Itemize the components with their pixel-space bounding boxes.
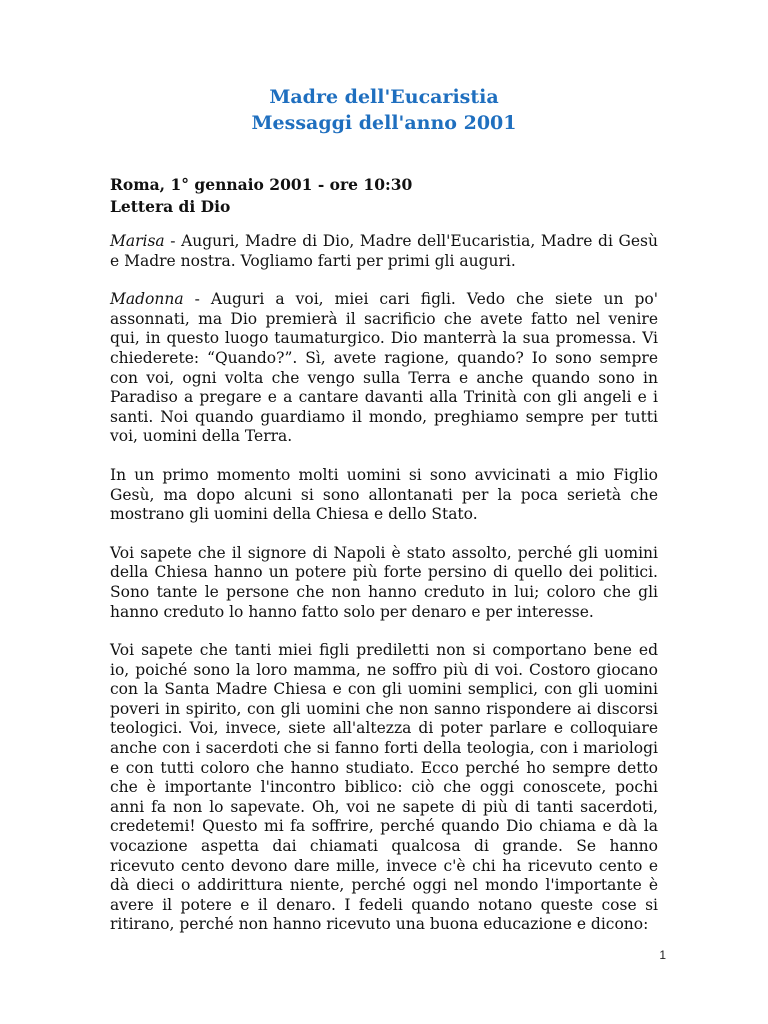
message-heading bbox=[110, 174, 658, 218]
paragraph bbox=[110, 232, 658, 271]
speaker-name: Marisa bbox=[110, 232, 165, 250]
message-body bbox=[110, 232, 658, 954]
paragraph-text: - Auguri, Madre di Dio, Madre dell'Eucaristia, Madre di Gesù e Madre nostra. Vogliamo farti per primi gli auguri. bbox=[110, 232, 658, 270]
paragraph-text: In un primo momento molti uomini si sono avvicinati a mio Figlio Gesù, ma dopo alcuni si sono allontanati per la poca serietà che mostrano gli uomini della Chiesa e dello Stato. bbox=[110, 465, 658, 524]
title-line-1: Madre dell'Eucaristia bbox=[269, 86, 499, 108]
page-number: 1 bbox=[659, 948, 666, 962]
title-line-2: Messaggi dell'anno 2001 bbox=[251, 112, 517, 134]
paragraph-text: Voi sapete che tanti miei figli prediletti non si comportano bene ed io, poiché sono la loro mamma, ne soffro più di voi. Costoro giocano con la Santa Madre Chiesa e con gli uomini semplici, con gli uomini poveri in spirito, con gli uomini che non sanno rispondere ai discorsi teologici. Voi, invece, siete all'altezza di poter parlare e colloquiare anche con i sacerdoti che si fanno forti della teologia, con i mariologi e con tutti coloro che hanno studiato. Ecco perché ho sempre detto che è importante l'incontro biblico: ciò che oggi conoscete, pochi anni fa non lo sapevate. Oh, voi ne sapete di più di tanti sacerdoti, credetemi! Questo mi fa soffrire, perché quando Dio chiama e dà la vocazione aspetta dai chiamati qualcosa di grande. Se hanno ricevuto cento devono dare mille, invece c'è chi ha ricevuto cento e dà dieci o addirittura niente, perché oggi nel mondo l'importante è avere il potere e il denaro. I fedeli quando notano queste cose si ritirano, perché non hanno ricevuto una buona educazione e dicono: bbox=[110, 641, 658, 934]
document-title bbox=[0, 84, 768, 136]
paragraph-text: - Auguri a voi, miei cari figli. Vedo che siete un po' assonnati, ma Dio premierà il sacrificio che avete fatto nel venire qui, in questo luogo taumaturgico. Dio manterrà la sua promessa. Vi chiederete: “Quando?”. Sì, avete ragione, quando? Io sono sempre con voi, ogni volta che vengo sulla Terra e anche quando sono in Paradiso a pregare e a cantare davanti alla Trinità con gli angeli e i santi. Noi quando guardiamo il mondo, preghiamo sempre per tutti voi, uomini della Terra. bbox=[110, 290, 658, 446]
message-date: Roma, 1° gennaio 2001 - ore 10:30 bbox=[110, 175, 413, 194]
paragraph bbox=[110, 466, 658, 525]
paragraph bbox=[110, 544, 658, 622]
message-subtitle: Lettera di Dio bbox=[110, 197, 231, 216]
paragraph bbox=[110, 290, 658, 447]
paragraph-text: Voi sapete che il signore di Napoli è stato assolto, perché gli uomini della Chiesa hanno un potere più forte persino di quello dei politici. Sono tante le persone che non hanno creduto in lui; coloro che gli hanno creduto lo hanno fatto solo per denaro e per interesse. bbox=[110, 543, 658, 621]
paragraph bbox=[110, 641, 658, 935]
speaker-name: Madonna bbox=[110, 290, 184, 309]
